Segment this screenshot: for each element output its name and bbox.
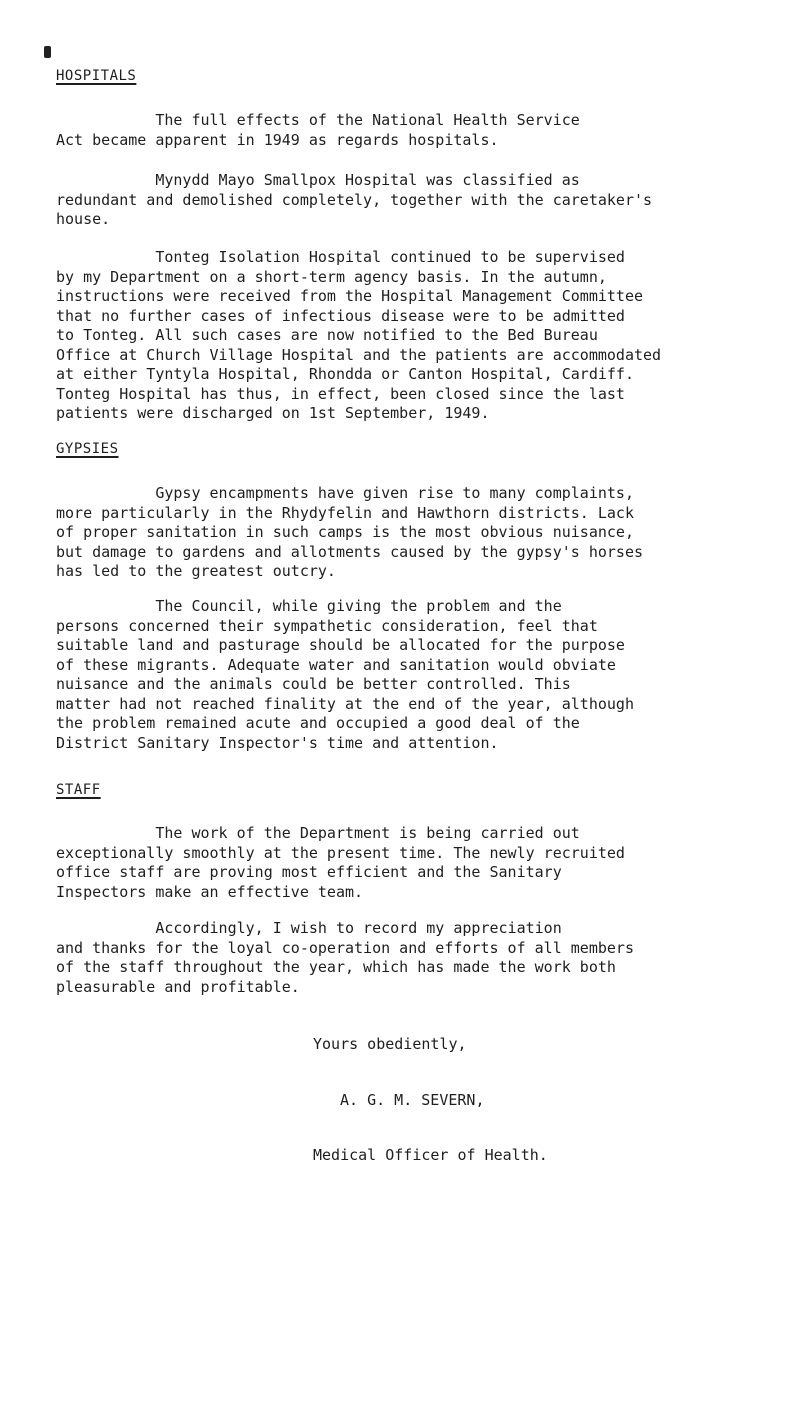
paragraph-hospitals-nhs: The full effects of the National Health Service Act became apparent in 1949 as regards hospitals.	[56, 111, 580, 149]
signature-name: A. G. M. SEVERN,	[340, 1091, 485, 1109]
heading-staff: STAFF	[56, 782, 101, 798]
signature-title: Medical Officer of Health.	[313, 1146, 548, 1164]
ink-mark	[44, 46, 51, 58]
paragraph-staff-appreciation: Accordingly, I wish to record my appreciation and thanks for the loyal co-operation and efforts of all members of the staff throughout the year, which has made the work both pleasurable and profitable.	[56, 919, 634, 996]
paragraph-gypsies-encampments: Gypsy encampments have given rise to many complaints, more particularly in the Rhydyfelin and Hawthorn districts. Lack of proper sanitation in such camps is the most obvious nuisance, but damage to gardens and allotments caused by the gypsy's horses has led to the greatest outcry.	[56, 484, 643, 580]
signature-closing: Yours obediently,	[313, 1035, 467, 1053]
heading-gypsies: GYPSIES	[56, 441, 119, 457]
paragraph-staff-work: The work of the Department is being carried out exceptionally smoothly at the present time. The newly recruited office staff are proving most efficient and the Sanitary Inspectors make an effective team.	[56, 824, 625, 901]
paragraph-gypsies-council: The Council, while giving the problem and the persons concerned their sympathetic consideration, feel that suitable land and pasturage should be allocated for the purpose of these migrants. Adequate water and sanitation would obviate nuisance and the animals could be better controlled. This matter had not reached finality at the end of the year, although the problem remained acute and occupied a good deal of the District Sanitary Inspector's time and attention.	[56, 597, 634, 752]
paragraph-hospitals-tonteg: Tonteg Isolation Hospital continued to be supervised by my Department on a short-term agency basis. In the autumn, instructions were received from the Hospital Management Committee that no further cases of infectious disease were to be admitted to Tonteg. All such cases are now notified to the Bed Bureau Office at Church Village Hospital and the patients are accommodated at either Tyntyla Hospital, Rhondda or Canton Hospital, Cardiff. Tonteg Hospital has thus, in effect, been closed since the last patients were discharged on 1st September, 1949.	[56, 248, 662, 422]
heading-hospitals: HOSPITALS	[56, 68, 137, 84]
paragraph-hospitals-smallpox: Mynydd Mayo Smallpox Hospital was classified as redundant and demolished completely, together with the caretaker's house.	[56, 171, 653, 228]
